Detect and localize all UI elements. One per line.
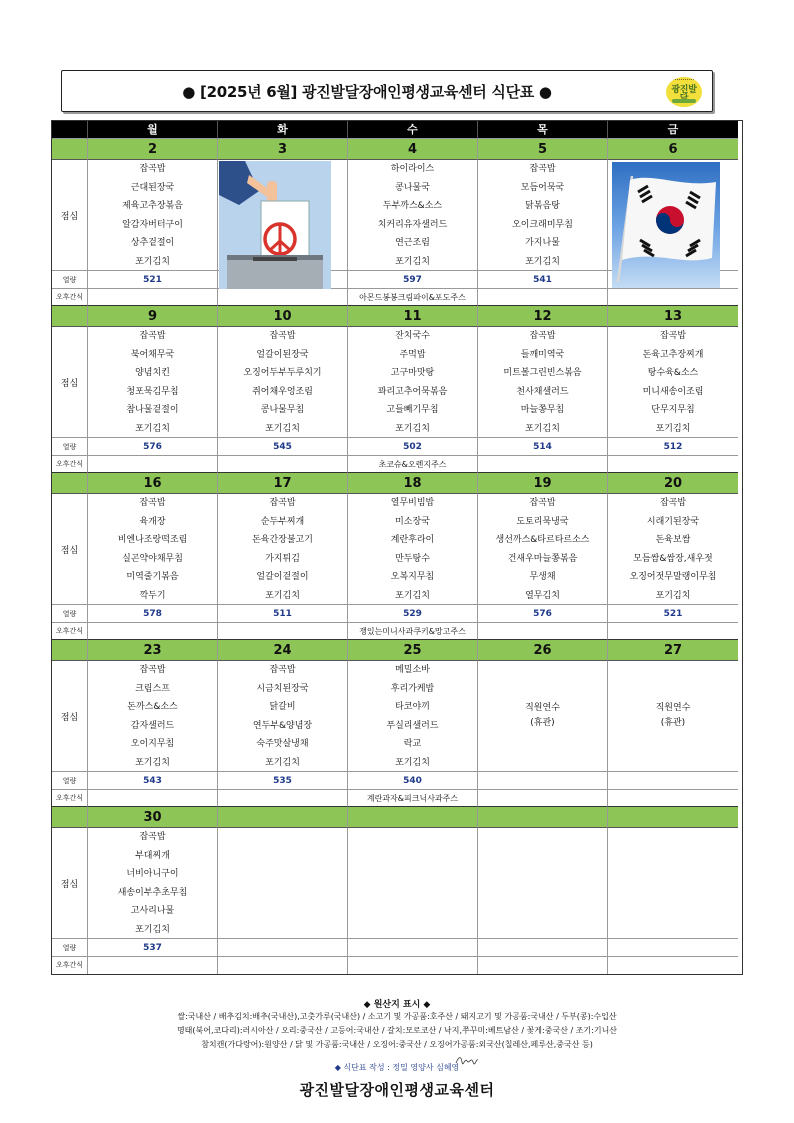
menu-item: 잡곡밥 <box>139 665 166 675</box>
menu-item: 얼갈이된장국 <box>256 349 309 360</box>
snack-cell <box>608 623 738 640</box>
menu-item: 오징어젓무말랭이무침 <box>629 572 717 582</box>
menu-item: 순두부찌개 <box>260 516 305 527</box>
snack-cell <box>348 623 478 640</box>
author-text: ◆ 식단표 작성 : 정밀 영양사 심혜영 <box>334 1063 460 1072</box>
date-cell <box>348 807 478 828</box>
week-block <box>52 139 742 306</box>
menu-item: 오이지무침 <box>130 739 175 749</box>
header-corner <box>52 121 88 139</box>
calories-label: 열량 <box>52 271 88 289</box>
menu-item: 너비아니구이 <box>126 869 179 879</box>
menu-item: 잡곡밥 <box>659 498 687 508</box>
date-cell <box>608 807 738 828</box>
origin-title: ◆ 원산지 표시 ◆ <box>363 1000 431 1010</box>
snack-cell <box>88 623 218 640</box>
lunch-row <box>52 327 742 438</box>
menu-item: 잡곡밥 <box>529 164 556 174</box>
menu-item: 건새우마늘쫑볶음 <box>507 553 578 564</box>
menu-item: 잡곡밥 <box>139 498 166 508</box>
calories-label: 열량 <box>52 939 88 957</box>
calorie-value <box>478 939 608 957</box>
calories-row <box>52 939 742 957</box>
snack-row <box>52 456 742 473</box>
menu-item: 타코야끼 <box>395 702 430 712</box>
menu-item: 실곤약야채무침 <box>122 553 183 564</box>
menu-item: 탕수육&소스 <box>647 368 699 378</box>
lunch-label: 점심 <box>52 327 88 438</box>
snack-row <box>52 957 742 974</box>
snack-label: 오후간식 <box>52 289 88 306</box>
closure-note-text: 직원연수 <box>655 703 691 713</box>
day-lunch-cell <box>348 661 478 772</box>
snack-cell <box>348 289 478 306</box>
menu-item: 닭볶음탕 <box>525 201 560 211</box>
snack-cell <box>348 957 478 974</box>
day-lunch-cell <box>478 327 608 438</box>
calories-label: 열량 <box>52 772 88 790</box>
menu-item: 잡곡밥 <box>269 665 296 675</box>
calorie-value <box>348 939 478 957</box>
menu-item: 참나물겉절이 <box>126 405 179 415</box>
lunch-label: 점심 <box>52 661 88 772</box>
snack-cell <box>348 790 478 807</box>
calorie-value: 514 <box>478 438 608 456</box>
menu-item: 돈까스&소스 <box>127 702 178 712</box>
menu-item: 포기김치 <box>135 423 170 434</box>
date-row <box>52 139 742 160</box>
menu-item: 미트볼그린빈스볶음 <box>503 368 582 378</box>
date-cell: 20 <box>608 473 738 494</box>
date-corner <box>52 473 88 494</box>
menu-item: 쥐어채우엉조림 <box>252 386 313 397</box>
day-lunch-cell <box>478 828 608 939</box>
snack-item: 쟁있는미니사과쿠키&망고주스 <box>359 627 466 636</box>
week-block <box>52 807 742 974</box>
menu-item: 잡곡밥 <box>139 331 166 341</box>
center-logo <box>666 77 702 107</box>
menu-item: 육개장 <box>139 516 166 527</box>
menu-item: 잡곡밥 <box>529 331 556 341</box>
snack-cell <box>608 289 738 306</box>
menu-item: 오복지무침 <box>390 572 435 582</box>
date-cell: 9 <box>88 306 218 327</box>
menu-item: 열무비빔밥 <box>390 498 435 508</box>
calories-row <box>52 438 742 456</box>
menu-item: 잡곡밥 <box>269 331 296 341</box>
weekday-header: 수 <box>348 121 478 139</box>
author-line <box>0 1062 794 1073</box>
menu-item: 부대찌개 <box>135 850 170 861</box>
day-lunch-cell <box>88 327 218 438</box>
snack-label: 오후간식 <box>52 957 88 974</box>
date-cell: 6 <box>608 139 738 160</box>
date-cell: 2 <box>88 139 218 160</box>
snack-label: 오후간식 <box>52 456 88 473</box>
menu-item: 잔치국수 <box>395 331 430 341</box>
week-block <box>52 473 742 640</box>
closure-note-sub: (휴관) <box>530 718 555 728</box>
menu-item: 메밀소바 <box>395 665 430 675</box>
calories-label: 열량 <box>52 438 88 456</box>
snack-cell <box>608 456 738 473</box>
date-corner <box>52 640 88 661</box>
menu-item: 얼갈이겉절이 <box>256 572 309 582</box>
menu-item: 단무지무침 <box>651 405 695 415</box>
date-cell: 3 <box>218 139 348 160</box>
date-cell: 12 <box>478 306 608 327</box>
day-lunch-cell <box>88 661 218 772</box>
date-row <box>52 640 742 661</box>
date-cell: 5 <box>478 139 608 160</box>
date-cell: 11 <box>348 306 478 327</box>
menu-item: 청포묵김무침 <box>126 386 179 397</box>
date-cell: 10 <box>218 306 348 327</box>
snack-cell <box>348 456 478 473</box>
snack-cell <box>218 957 348 974</box>
menu-item: 포기김치 <box>395 590 430 601</box>
menu-item: 마늘쫑무침 <box>520 405 565 415</box>
week-block <box>52 306 742 473</box>
calorie-value: 535 <box>218 772 348 790</box>
closure-note <box>608 661 738 771</box>
day-lunch-cell <box>88 160 218 271</box>
weekday-header: 목 <box>478 121 608 139</box>
menu-item: 근대된장국 <box>130 182 175 193</box>
menu-item: 모듬쌈&쌈장,새우젓 <box>633 553 713 564</box>
day-lunch-cell <box>218 494 348 605</box>
election-day-image <box>219 161 331 289</box>
menu-item: 잡곡밥 <box>139 832 166 842</box>
menu-table <box>51 120 743 975</box>
menu-item: 만두탕수 <box>395 553 430 564</box>
day-lunch-cell <box>608 160 738 271</box>
menu-item: 잡곡밥 <box>139 164 166 174</box>
menu-item: 두부까스&소스 <box>382 201 443 211</box>
snack-cell <box>478 790 608 807</box>
menu-item: 포기김치 <box>135 256 170 267</box>
closure-note <box>478 661 607 771</box>
menu-item: 꽈리고추어묵볶음 <box>377 386 448 397</box>
menu-item: 잡곡밥 <box>529 498 556 508</box>
snack-row <box>52 623 742 640</box>
menu-item: 닭갈비 <box>269 702 296 712</box>
snack-row <box>52 289 742 306</box>
menu-item: 콩나물무침 <box>260 405 305 415</box>
snack-cell <box>218 456 348 473</box>
snack-cell <box>218 790 348 807</box>
calories-row <box>52 772 742 790</box>
lunch-label: 점심 <box>52 494 88 605</box>
weekday-header: 월 <box>88 121 218 139</box>
lunch-label: 점심 <box>52 160 88 271</box>
snack-cell <box>218 289 348 306</box>
day-lunch-cell <box>218 828 348 939</box>
menu-item: 포기김치 <box>265 423 300 434</box>
date-corner <box>52 139 88 160</box>
day-lunch-cell <box>348 160 478 271</box>
day-lunch-cell <box>478 160 608 271</box>
menu-item: 도토리묵냉국 <box>516 516 569 527</box>
snack-cell <box>478 456 608 473</box>
organization-name: 광진발달장애인평생교육센터 <box>299 1081 495 1099</box>
menu-item: 포기김치 <box>395 256 430 267</box>
menu-item: 모듬어묵국 <box>520 182 565 193</box>
lunch-label: 점심 <box>52 828 88 939</box>
menu-item: 오이크래미무침 <box>512 219 573 230</box>
page-title: ● [2025년 6월] 광진발달장애인평생교육센터 식단표 ● <box>182 82 552 101</box>
closure-note-sub: (휴관) <box>660 718 686 728</box>
day-lunch-cell <box>608 661 738 772</box>
date-cell: 25 <box>348 640 478 661</box>
calories-label: 열량 <box>52 605 88 623</box>
date-cell: 13 <box>608 306 738 327</box>
day-lunch-cell <box>608 494 738 605</box>
calorie-value: 541 <box>478 271 608 289</box>
menu-item: 시래기된장국 <box>646 516 700 527</box>
menu-item: 크림스프 <box>135 683 170 694</box>
snack-cell <box>478 623 608 640</box>
day-lunch-cell <box>88 494 218 605</box>
day-lunch-cell <box>478 494 608 605</box>
menu-item: 포기김치 <box>265 590 300 601</box>
calorie-value: 502 <box>348 438 478 456</box>
menu-item: 제육고추장볶음 <box>122 201 183 211</box>
lunch-row <box>52 661 742 772</box>
menu-item: 치커리유자샐러드 <box>377 219 448 230</box>
calorie-value: 543 <box>88 772 218 790</box>
date-row <box>52 306 742 327</box>
calorie-value: 521 <box>608 605 738 623</box>
menu-item: 돈육고추장찌개 <box>642 349 704 360</box>
day-lunch-cell <box>88 828 218 939</box>
menu-item: 깍두기 <box>139 590 166 601</box>
date-cell: 19 <box>478 473 608 494</box>
day-lunch-cell <box>348 494 478 605</box>
date-cell: 23 <box>88 640 218 661</box>
calorie-value <box>478 772 608 790</box>
date-corner <box>52 807 88 828</box>
menu-item: 고구마맛탕 <box>390 368 435 378</box>
menu-item: 비엔나조랑떡조림 <box>117 535 188 545</box>
snack-cell <box>608 790 738 807</box>
menu-item: 잡곡밥 <box>659 331 687 341</box>
menu-item: 미소장국 <box>395 516 430 527</box>
menu-item: 고들빼기무침 <box>386 405 439 415</box>
day-lunch-cell <box>608 327 738 438</box>
lunch-row <box>52 828 742 939</box>
snack-cell <box>478 289 608 306</box>
origin-line: 참치캔(가다랑어):원양산 / 닭 및 가공품:국내산 / 오징어:중국산 / 오징어가공품:외국산(칠레산,페루산,중국산 등) <box>201 1040 593 1049</box>
origin-line: 쌀:국내산 / 배추김치:배추(국내산),고춧가루(국내산) / 소고기 및 가공품:호주산 / 돼지고기 및 가공품:국내산 / 두부(콩):수입산 <box>177 1012 617 1021</box>
date-row <box>52 807 742 828</box>
calorie-value: 578 <box>88 605 218 623</box>
calorie-value <box>218 939 348 957</box>
date-cell: 18 <box>348 473 478 494</box>
menu-item: 콩나물국 <box>395 182 430 193</box>
menu-item: 포기김치 <box>655 590 691 601</box>
menu-item: 포기김치 <box>655 423 691 434</box>
day-lunch-cell <box>478 661 608 772</box>
origin-line: 명태(북어,코다리):러시아산 / 오리:중국산 / 고등어:국내산 / 갈치:모로코산 / 낙지,쭈꾸미:베트남산 / 꽃게:중국산 / 조기:기니산 <box>176 1026 618 1035</box>
menu-item: 숙주맛살냉채 <box>256 739 309 749</box>
calorie-value: 540 <box>348 772 478 790</box>
signature-image <box>455 1054 479 1066</box>
snack-item: 계란과자&피크닉사과주스 <box>366 794 459 803</box>
snack-item: 초코슈&오렌지주스 <box>378 460 447 469</box>
menu-item: 포기김치 <box>265 757 300 768</box>
date-cell: 27 <box>608 640 738 661</box>
calorie-value: 576 <box>88 438 218 456</box>
week-block <box>52 640 742 807</box>
menu-item: 잡곡밥 <box>269 498 296 508</box>
date-cell: 26 <box>478 640 608 661</box>
calorie-value: 597 <box>348 271 478 289</box>
calorie-value: 529 <box>348 605 478 623</box>
date-cell <box>218 807 348 828</box>
calories-row <box>52 605 742 623</box>
day-lunch-cell <box>348 828 478 939</box>
menu-item: 새송이부추초무침 <box>117 887 188 898</box>
footer <box>0 997 794 1100</box>
menu-item: 포기김치 <box>525 423 560 434</box>
menu-item: 시금치된장국 <box>256 683 309 694</box>
menu-item: 푸실리샐러드 <box>386 720 439 731</box>
menu-item: 계란후라이 <box>390 535 435 545</box>
calorie-value <box>608 772 738 790</box>
korean-flag-image <box>612 162 720 288</box>
snack-cell <box>88 957 218 974</box>
menu-item: 포기김치 <box>135 757 170 768</box>
date-corner <box>52 306 88 327</box>
menu-item: 양념치킨 <box>135 368 170 378</box>
weekday-header: 금 <box>608 121 738 139</box>
menu-item: 포기김치 <box>395 757 430 768</box>
day-lunch-cell <box>218 160 348 271</box>
lunch-row <box>52 160 742 271</box>
date-cell: 17 <box>218 473 348 494</box>
menu-item: 돈육간장불고기 <box>252 535 313 545</box>
lunch-row <box>52 494 742 605</box>
day-lunch-cell <box>218 661 348 772</box>
calorie-value: 576 <box>478 605 608 623</box>
snack-cell <box>218 623 348 640</box>
snack-cell <box>608 957 738 974</box>
date-row <box>52 473 742 494</box>
menu-item: 오징어두부두루치기 <box>243 368 322 378</box>
menu-item: 포기김치 <box>525 256 560 267</box>
calorie-value: 537 <box>88 939 218 957</box>
snack-row <box>52 790 742 807</box>
calorie-value: 511 <box>218 605 348 623</box>
calorie-value: 521 <box>88 271 218 289</box>
weekday-header-row <box>52 121 742 139</box>
date-cell: 16 <box>88 473 218 494</box>
date-cell: 4 <box>348 139 478 160</box>
menu-item: 가지나물 <box>525 238 560 248</box>
date-cell <box>478 807 608 828</box>
calorie-value <box>608 939 738 957</box>
day-lunch-cell <box>608 828 738 939</box>
menu-item: 주먹밥 <box>399 349 426 360</box>
menu-item: 포기김치 <box>395 423 430 434</box>
date-cell: 24 <box>218 640 348 661</box>
calorie-value: 545 <box>218 438 348 456</box>
menu-item: 천사채샐러드 <box>516 386 569 397</box>
closure-note-text: 직원연수 <box>525 703 560 713</box>
snack-label: 오후간식 <box>52 623 88 640</box>
snack-cell <box>88 456 218 473</box>
menu-item: 돈육보쌈 <box>655 535 691 545</box>
snack-cell <box>88 790 218 807</box>
menu-item: 생선까스&타르타르소스 <box>495 535 590 545</box>
menu-item: 락교 <box>403 739 422 749</box>
day-lunch-cell <box>348 327 478 438</box>
menu-item: 상추겉절이 <box>130 238 175 248</box>
menu-item: 연두부&양념장 <box>252 720 313 731</box>
menu-item: 열무김치 <box>525 590 560 601</box>
menu-item: 미역줄기볶음 <box>126 572 179 582</box>
menu-item: 미니새송이조림 <box>642 386 704 397</box>
weekday-header: 화 <box>218 121 348 139</box>
snack-cell <box>478 957 608 974</box>
date-cell: 30 <box>88 807 218 828</box>
calorie-value: 512 <box>608 438 738 456</box>
snack-label: 오후간식 <box>52 790 88 807</box>
menu-item: 하이라이스 <box>390 164 435 174</box>
menu-item: 연근조림 <box>395 238 430 248</box>
menu-item: 북어채무국 <box>130 349 175 360</box>
page-title-box <box>61 70 713 112</box>
menu-item: 고사리나물 <box>130 906 175 916</box>
menu-item: 가지튀김 <box>265 553 300 564</box>
menu-item: 후리가케밥 <box>390 683 435 694</box>
menu-item: 들깨미역국 <box>520 349 565 360</box>
menu-item: 무생채 <box>529 572 556 582</box>
snack-cell <box>88 289 218 306</box>
snack-item: 아몬드봉봉크림파이&포도주스 <box>359 293 466 302</box>
menu-item: 포기김치 <box>135 924 170 935</box>
day-lunch-cell <box>218 327 348 438</box>
logo-text: 광진발 <box>671 85 697 95</box>
menu-item: 감자샐러드 <box>130 720 175 731</box>
menu-item: 알감자버터구이 <box>122 219 183 230</box>
